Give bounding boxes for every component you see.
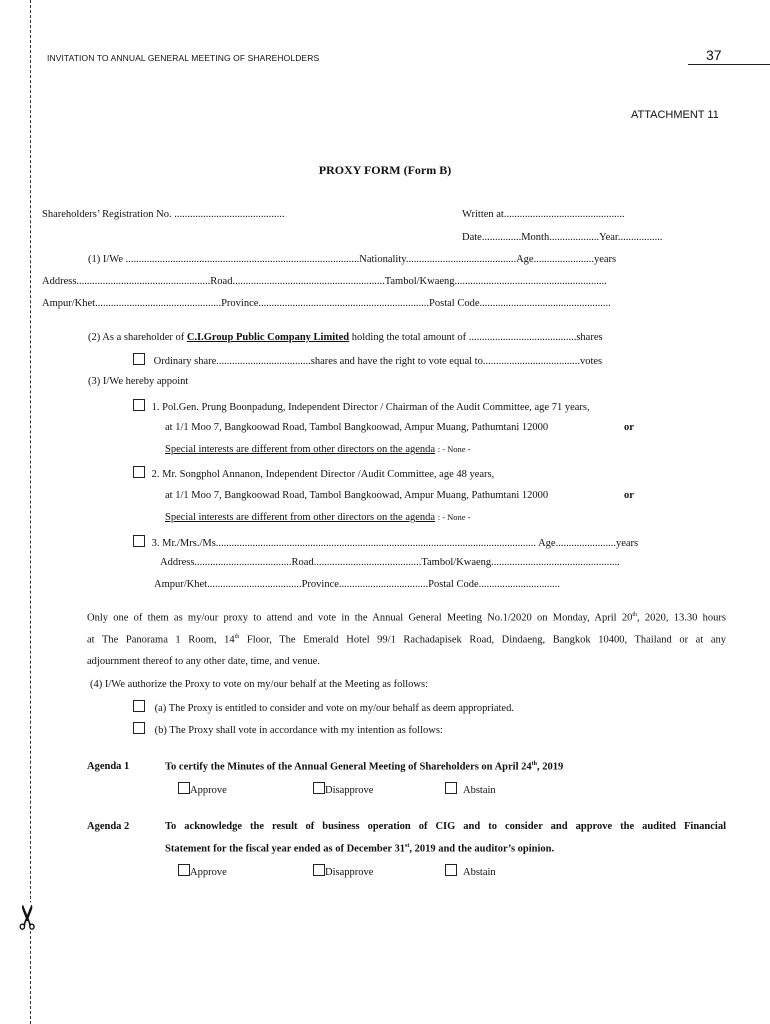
or-label: or <box>624 490 634 501</box>
proxy-1 <box>133 399 590 413</box>
proxy-1-interests <box>165 444 471 455</box>
date-field[interactable]: Date...............Month...................Year................. <box>462 232 663 243</box>
agenda-2-title-line-2: Statement for the fiscal year ended as of December 31st, 2019 and the auditor’s opinion. <box>165 843 555 855</box>
ampur-line[interactable]: Ampur/Khet................................................Province.................................................................Postal Code.................................................. <box>42 298 611 309</box>
agenda-1-disapprove <box>313 782 373 796</box>
agenda-2-label: Agenda 2 <box>87 821 130 832</box>
abstain-label: Abstain <box>463 785 496 796</box>
approve-label: Approve <box>190 785 227 796</box>
proxy-2-address: at 1/1 Moo 7, Bangkoowad Road, Tambol Bangkoowad, Ampur Muang, Pathumtani 12000 <box>165 490 549 501</box>
agenda-2-disapprove <box>313 864 373 878</box>
running-header: INVITATION TO ANNUAL GENERAL MEETING OF SHAREHOLDERS <box>47 53 320 63</box>
option-a-label: (a) The Proxy is entitled to consider and vote on my/our behalf as deem appropriated. <box>154 703 514 714</box>
attachment-label: ATTACHMENT 11 <box>631 109 719 121</box>
option-a-checkbox[interactable] <box>133 700 145 712</box>
proxy-2 <box>133 466 494 480</box>
option-b-label: (b) The Proxy shall vote in accordance with my intention as follows: <box>154 725 443 736</box>
ordinary-share-label: Ordinary share....................................shares and have the right to vote equal to.....................................votes <box>153 356 603 367</box>
option-a <box>133 700 514 714</box>
page-number-rule <box>688 64 770 65</box>
meeting-paragraph-line-1: Only one of them as my/our proxy to attend and vote in the Annual General Meeting No.1/2020 on Monday, April 20th, 2020, 13.30 hours <box>87 612 726 624</box>
special-interest-label: Special interests are different from other directors on the agenda <box>165 444 436 455</box>
scissors-icon: ✂ <box>8 902 49 932</box>
agenda-1-abstain <box>445 782 496 796</box>
proxy-1-checkbox[interactable] <box>133 399 145 411</box>
or-label: or <box>624 422 634 433</box>
proxy-3-name-field[interactable]: 3. Mr./Mrs./Ms.......................................................................................................................... Age.......................years <box>151 538 639 549</box>
agenda-1-label: Agenda 1 <box>87 761 130 772</box>
proxy-3-checkbox[interactable] <box>133 535 145 547</box>
disapprove-label: Disapprove <box>325 867 374 878</box>
agenda-2-approve <box>178 864 227 878</box>
disapprove-label: Disapprove <box>325 785 374 796</box>
proxy-3-address-field[interactable]: Address.....................................Road.........................................Tambol/Kwaeng................................................. <box>160 557 620 568</box>
agenda-2-title-line-1: To acknowledge the result of business operation of CIG and to consider and approve the audited Financial <box>165 821 726 832</box>
shareholder-name-line[interactable]: (1) I/We .........................................................................................Nationality..........................................Age.......................years <box>88 254 617 265</box>
ordinary-share-checkbox[interactable] <box>133 353 145 365</box>
abstain-checkbox[interactable] <box>445 782 457 794</box>
agenda-1-title: To certify the Minutes of the Annual General Meeting of Shareholders on April 24th, 2019 <box>165 761 564 773</box>
cut-line <box>30 0 31 1024</box>
abstain-checkbox[interactable] <box>445 864 457 876</box>
agenda-1-approve <box>178 782 227 796</box>
company-name: C.I.Group Public Company Limited <box>186 332 350 343</box>
none-label: : - None - <box>437 444 471 454</box>
proxy-3 <box>133 535 638 549</box>
proxy-2-checkbox[interactable] <box>133 466 145 478</box>
page-number: 37 <box>706 47 722 63</box>
disapprove-checkbox[interactable] <box>313 782 325 794</box>
abstain-label: Abstain <box>463 867 496 878</box>
proxy-2-name: 2. Mr. Songphol Annanon, Independent Director /Audit Committee, age 48 years, <box>151 469 495 480</box>
meeting-paragraph-line-3: adjournment thereof to any other date, time, and venue. <box>87 656 320 667</box>
address-line[interactable]: Address...................................................Road..........................................................Tambol/Kwaeng.......................................................... <box>42 276 607 287</box>
approve-checkbox[interactable] <box>178 864 190 876</box>
approve-label: Approve <box>190 867 227 878</box>
proxy-3-ampur-field[interactable]: Ampur/Khet....................................Province..................................Postal Code............................... <box>154 579 560 590</box>
agenda-2-abstain <box>445 864 496 878</box>
meeting-paragraph-line-2: at The Panorama 1 Room, 14th Floor, The Emerald Hotel 99/1 Rachadapisek Road, Dindaeng, Bangkok 10400, Thailand or at any <box>87 634 726 646</box>
proxy-2-interests <box>165 512 471 523</box>
proxy-1-address: at 1/1 Moo 7, Bangkoowad Road, Tambol Bangkoowad, Ampur Muang, Pathumtani 12000 <box>165 422 549 433</box>
special-interest-label: Special interests are different from other directors on the agenda <box>165 512 436 523</box>
item-2-line[interactable] <box>88 332 603 343</box>
item-2-prefix: (2) As a shareholder of <box>88 332 185 343</box>
registration-field[interactable]: Shareholders’ Registration No. .......................................... <box>42 209 285 220</box>
disapprove-checkbox[interactable] <box>313 864 325 876</box>
form-title: PROXY FORM (Form B) <box>318 163 452 177</box>
item-3-label: (3) I/We hereby appoint <box>88 376 189 387</box>
approve-checkbox[interactable] <box>178 782 190 794</box>
none-label: : - None - <box>437 512 471 522</box>
item-2-suffix: holding the total amount of .........................................shares <box>351 332 603 343</box>
proxy-1-name: 1. Pol.Gen. Prung Boonpadung, Independent Director / Chairman of the Audit Committee, age 71 years, <box>151 402 590 413</box>
ordinary-share-line <box>133 353 602 367</box>
item-4-label: (4) I/We authorize the Proxy to vote on my/our behalf at the Meeting as follows: <box>90 679 428 690</box>
option-b-checkbox[interactable] <box>133 722 145 734</box>
option-b <box>133 722 443 736</box>
written-at-field[interactable]: Written at.............................................. <box>462 209 625 220</box>
